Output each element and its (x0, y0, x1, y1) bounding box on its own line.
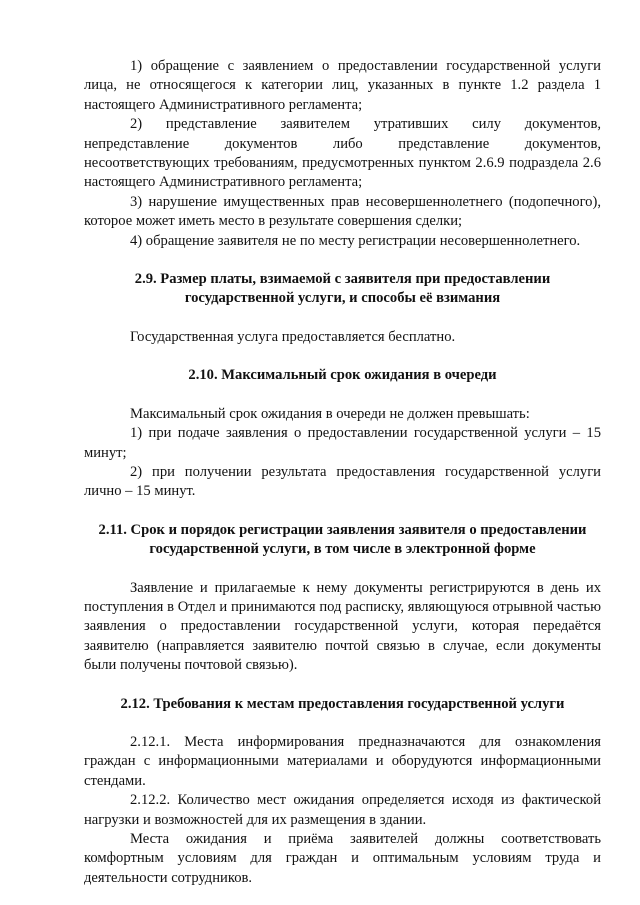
section-heading-2-9: 2.9. Размер платы, взимаемой с заявителя при предоставлении государственной услуги, и способы её взимания (134, 271, 551, 307)
paragraph-refusal-2: 2) представление заявителем утративших силу документов, непредставление документов либо представление документов, несоответствующих требованиям, предусмотренных пунктом 2.6.9 подраздела 2.6 настоящего Административного регламента; (84, 116, 601, 191)
paragraph-2-12-1: 2.12.1. Места информирования предназначаются для ознакомления граждан с информационными материалами и оборудуются информационными стендами. (84, 733, 601, 789)
paragraph-registration: Заявление и прилагаемые к нему документы регистрируются в день их поступления в Отдел и принимаются под расписку, являющуюся отрывной частью заявления о предоставлении государственной услуги, которая передаётся заявителю (направляется заявителю почтой связью в случае, если документы были получены почтовой связью). (84, 579, 601, 674)
paragraph-queue-1: 1) при подаче заявления о предоставлении государственной услуги – 15 минут; (84, 425, 601, 461)
paragraph-2-12-2: 2.12.2. Количество мест ожидания определяется исходя из фактической нагрузки и возможностей для их размещения в здании. (84, 792, 601, 828)
section-heading-2-12: 2.12. Требования к местам предоставления государственной услуги (120, 695, 565, 712)
section-heading-2-10: 2.10. Максимальный срок ожидания в очереди (188, 367, 497, 384)
paragraph-refusal-4: 4) обращение заявителя не по месту регистрации несовершеннолетнего. (130, 232, 581, 249)
paragraph-waiting-places: Места ожидания и приёма заявителей должны соответствовать комфортным условиям для граждан и оптимальным условиям труда и деятельности сотрудников. (84, 831, 601, 886)
paragraph-free-service: Государственная услуга предоставляется бесплатно. (130, 328, 456, 345)
paragraph-queue-intro: Максимальный срок ожидания в очереди не должен превышать: (130, 405, 530, 422)
document-page (84, 57, 601, 888)
paragraph-refusal-1: 1) обращение с заявлением о предоставлении государственной услуги лица, не относящегося к категории лиц, указанных в пункте 1.2 раздела 1 настоящего Административного регламента; (84, 58, 601, 113)
section-heading-2-11: 2.11. Срок и порядок регистрации заявления заявителя о предоставлении государственной услуги, в том числе в электронной форме (98, 521, 587, 558)
paragraph-refusal-3: 3) нарушение имущественных прав несовершеннолетнего (подопечного), которое может иметь место в результате совершения сделки; (84, 193, 601, 230)
paragraph-queue-2: 2) при получении результата предоставления государственной услуги лично – 15 минут. (84, 463, 601, 500)
